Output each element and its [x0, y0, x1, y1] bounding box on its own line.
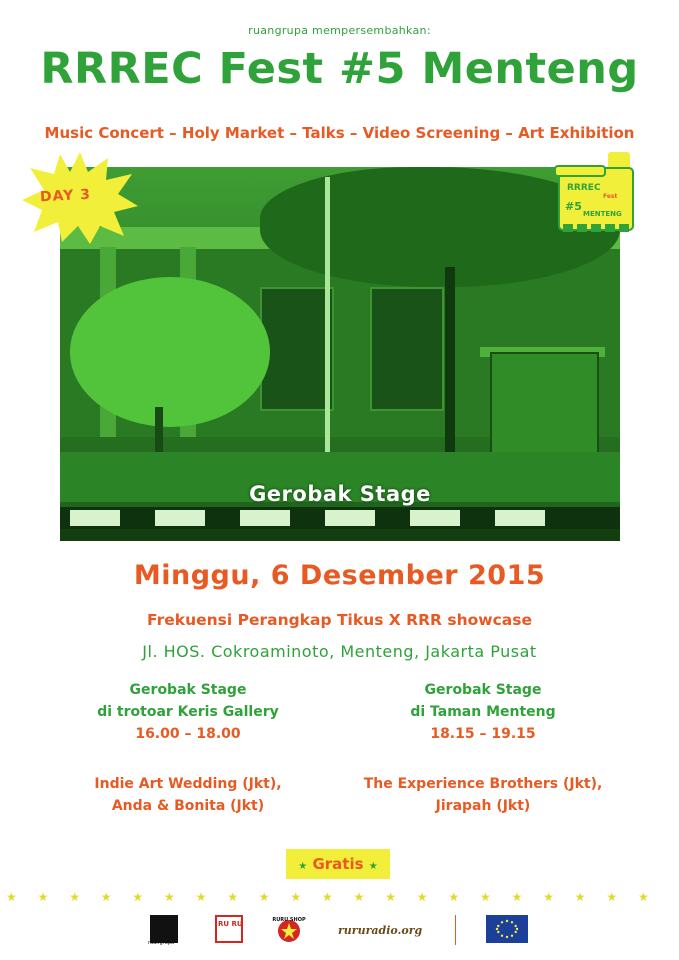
star-icon: ★ [227, 890, 238, 904]
curb-stripe [325, 510, 375, 526]
shop-window [370, 287, 444, 411]
curb-stripe [410, 510, 460, 526]
large-tree-trunk [445, 267, 455, 462]
star-icon: ★ [368, 861, 378, 872]
star-icon: ★ [290, 890, 302, 904]
star-icon: ★ [100, 890, 112, 904]
stage-schedule-right [333, 679, 633, 745]
stage-location: di Taman Menteng [410, 704, 556, 720]
festival-logo-line4: MENTENG [583, 210, 622, 218]
star-icon: ★ [511, 890, 523, 904]
stage-time: 16.00 – 18.00 [135, 726, 241, 742]
stage-schedule-left [38, 679, 338, 745]
eu-flag-logo [486, 915, 528, 943]
star-icon: ★ [416, 890, 428, 904]
stage-name: Gerobak Stage [424, 682, 542, 698]
event-program-subtitle: Music Concert – Holy Market – Talks – Video Screening – Art Exhibition [44, 124, 635, 142]
ruru-shop-logo-label: RURU SHOP [272, 917, 306, 923]
ruru-logo-label: RU RU [218, 920, 243, 928]
photo-stage-label: Gerobak Stage [249, 482, 431, 506]
festival-logo-line3: #5 [565, 200, 582, 213]
stage-location: di trotoar Keris Gallery [97, 704, 279, 720]
star-icon: ★ [322, 890, 333, 904]
performers-left [38, 773, 338, 817]
event-date: Minggu, 6 Desember 2015 [133, 560, 546, 591]
curb-stripe [155, 510, 205, 526]
star-icon: ★ [195, 890, 207, 904]
flag-pole [325, 177, 330, 467]
star-icon: ★ [353, 890, 365, 904]
star-icon: ★ [480, 890, 491, 904]
performers-line: Jirapah (Jkt) [435, 798, 531, 814]
star-divider-row [0, 890, 679, 908]
stage-time: 18.15 – 19.15 [430, 726, 536, 742]
star-icon: ★ [6, 890, 17, 904]
stage-name: Gerobak Stage [129, 682, 247, 698]
rururadio-logo: rururadio.org [338, 924, 423, 937]
ruangrupa-logo [150, 915, 178, 943]
curb-stripe [240, 510, 290, 526]
shop-window [260, 287, 334, 411]
star-icon: ★ [543, 890, 554, 904]
performers-line: The Experience Brothers (Jkt), [363, 776, 603, 792]
star-icon: ★ [164, 890, 175, 904]
free-admission-badge [286, 849, 390, 879]
performers-line: Indie Art Wedding (Jkt), [94, 776, 282, 792]
performers-right [333, 773, 633, 817]
page-title: RRREC Fest #5 Menteng [40, 44, 639, 94]
presenter-text: ruangrupa mempersembahkan: [248, 24, 431, 37]
curb-stripe [70, 510, 120, 526]
sponsor-divider [455, 915, 456, 945]
star-icon: ★ [606, 890, 618, 904]
star-icon: ★ [69, 890, 80, 904]
star-icon: ★ [638, 890, 649, 904]
festival-logo-line1: RRREC [567, 183, 601, 193]
event-address: Jl. HOS. Cokroaminoto, Menteng, Jakarta Pusat [142, 642, 537, 661]
curb-stripe [495, 510, 545, 526]
ruangrupa-logo-label: ruangrupa [148, 940, 175, 946]
star-icon: ★ [385, 890, 396, 904]
performers-line: Anda & Bonita (Jkt) [111, 798, 265, 814]
star-icon: ★ [574, 890, 586, 904]
star-icon: ★ [258, 890, 270, 904]
star-icon: ★ [37, 890, 49, 904]
small-tree-canopy [70, 277, 270, 427]
festival-logo [553, 150, 643, 250]
star-icon: ★ [132, 890, 144, 904]
showcase-title: Frekuensi Perangkap Tikus X RRR showcase [147, 611, 532, 629]
star-icon: ★ [448, 890, 460, 904]
free-admission-label: Gratis [312, 855, 364, 873]
day-label: DAY 3 [39, 186, 92, 206]
festival-logo-line2: Fest [603, 193, 618, 200]
road [60, 529, 620, 541]
ruru-shop-logo [272, 915, 306, 945]
star-icon: ★ [298, 861, 308, 872]
